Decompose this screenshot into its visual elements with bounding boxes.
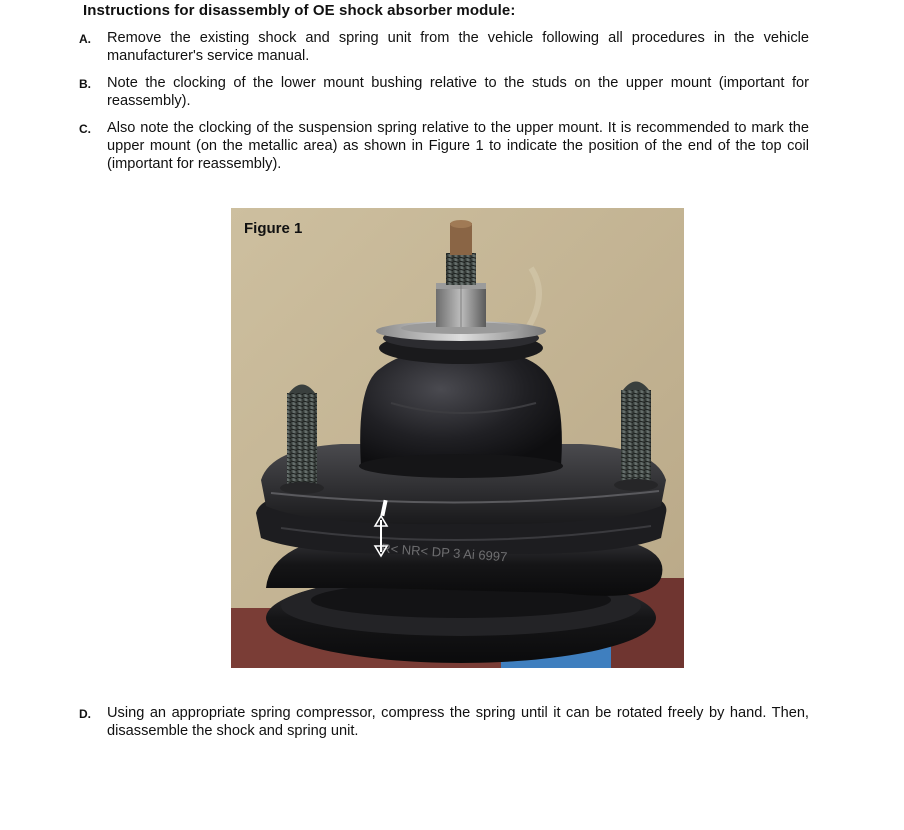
piston-rod bbox=[446, 253, 476, 285]
step-d bbox=[79, 704, 809, 740]
step-b bbox=[79, 74, 809, 110]
step-letter: C. bbox=[79, 122, 91, 136]
step-letter: B. bbox=[79, 77, 91, 91]
step-a bbox=[79, 29, 809, 65]
step-text: Using an appropriate spring compressor, compress the spring until it can be rotated freely by hand. Then, disassemble the shock and spring unit. bbox=[107, 705, 809, 739]
step-c bbox=[79, 119, 809, 173]
figure-1-photo bbox=[231, 208, 684, 668]
figure-caption: Figure 1 bbox=[244, 220, 303, 237]
rubber-dome bbox=[360, 348, 562, 466]
shock-absorber-illustration bbox=[231, 208, 684, 668]
step-text: Remove the existing shock and spring unit from the vehicle following all procedures in the vehicle manufacturer's service manual. bbox=[107, 30, 809, 64]
step-text: Also note the clocking of the suspension spring relative to the upper mount. It is recommended to mark the upper mount (on the metallic area) as shown in Figure 1 to indicate the position of the end of the top coil (important for reassembly). bbox=[107, 120, 809, 172]
step-letter: A. bbox=[79, 32, 91, 46]
mount-embossed-text: R< NR< DP 3 Ai 6997 bbox=[380, 540, 508, 565]
document-title: Instructions for disassembly of OE shock absorber module: bbox=[83, 2, 516, 19]
step-text: Note the clocking of the lower mount bushing relative to the studs on the upper mount (important for reassembly). bbox=[107, 75, 809, 109]
step-letter: D. bbox=[79, 707, 91, 721]
